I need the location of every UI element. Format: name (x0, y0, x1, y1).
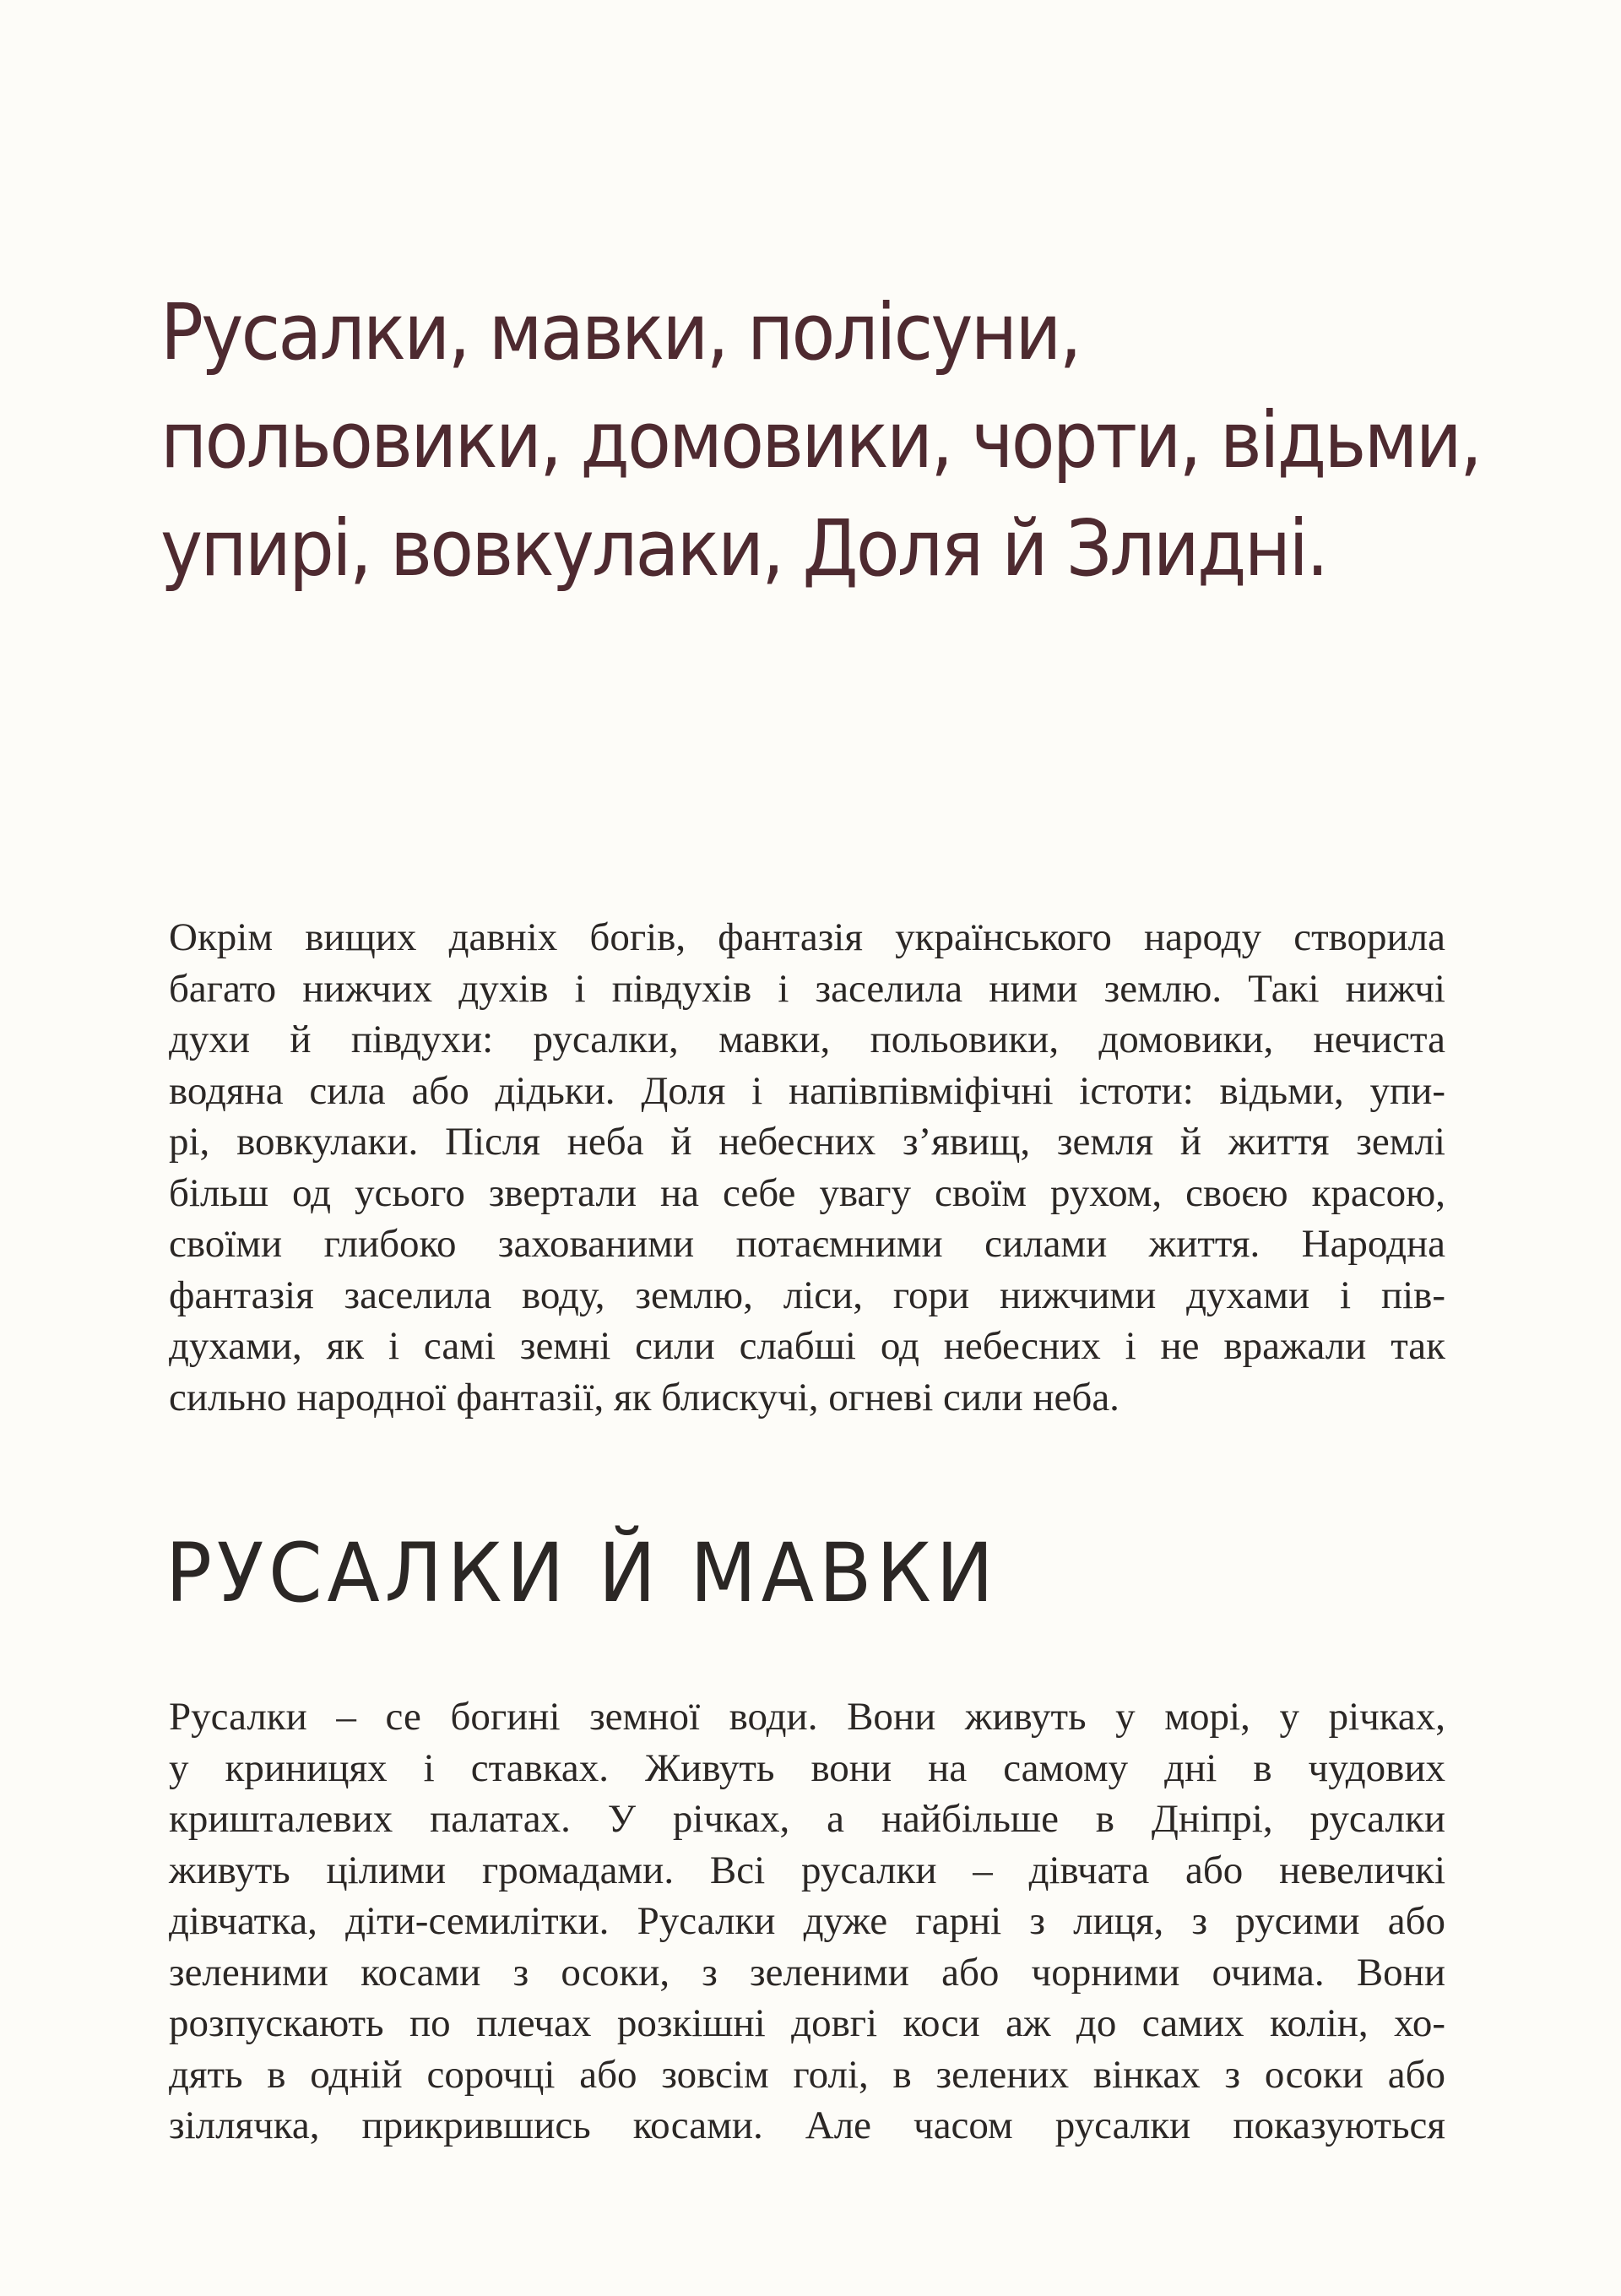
text-line: дять в одній сорочці або зовсім голі, в зелених вінках з осоки або (169, 2052, 1445, 2097)
text-line: Русалки – се богині земної води. Вони живуть у морі, у річках, (169, 1695, 1445, 1739)
section-paragraph (169, 1691, 1445, 2152)
text-line: більш од усього звертали на себе увагу своїм рухом, своєю красою, (169, 1170, 1445, 1215)
section-heading: РУСАЛКИ Й МАВКИ (165, 1526, 999, 1620)
chapter-title-line: упирі, вовкулаки, Доля й Злидні. (160, 503, 1327, 594)
chapter-title-line: польовики, домовики, чорти, відьми, (160, 395, 1481, 486)
text-line: духи й півдухи: русалки, мавки, польовики, домовики, нечиста (169, 1018, 1445, 1061)
text-line: дівчатка, діти-семилітки. Русалки дуже гарні з лиця, з русими або (169, 1899, 1445, 1943)
text-line: сильно народної фантазії, як блискучі, огневі сили неба. (169, 1375, 1120, 1419)
text-line: водяна сила або дідьки. Доля і напівпівміфічні істоти: відьми, упи- (169, 1068, 1445, 1113)
text-line: у криницях і ставках. Живуть вони на самому дні в чудових (169, 1745, 1445, 1790)
chapter-title (160, 279, 1481, 603)
text-line: кришталевих палатах. У річках, а найбільше в Дніпрі, русалки (169, 1797, 1445, 1841)
intro-paragraph (169, 912, 1445, 1423)
text-line: рі, вовкулаки. Після неба й небесних з’явищ, земля й життя землі (169, 1120, 1445, 1164)
text-line: багато нижчих духів і півдухів і заселила ними землю. Такі нижчі (169, 966, 1445, 1011)
text-line: своїми глибоко захованими потаємними силами життя. Народна (169, 1222, 1445, 1266)
text-line: живуть цілими громадами. Всі русалки – дівчата або невеличкі (169, 1848, 1445, 1892)
text-line: фантазія заселила воду, землю, ліси, гори нижчими духами і пів- (169, 1273, 1445, 1317)
text-line: духами, як і самі земні сили слабші од небесних і не вражали так (169, 1324, 1445, 1368)
text-line: зеленими косами з осоки, з зеленими або чорними очима. Вони (169, 1950, 1445, 1995)
text-line: розпускають по плечах розкішні довгі коси аж до самих колін, хо- (169, 2001, 1445, 2045)
chapter-title-line: Русалки, мавки, полісуни, (160, 287, 1080, 377)
text-line: Окрім вищих давніх богів, фантазія українського народу створила (169, 915, 1445, 959)
text-line: зіллячка, прикрившись косами. Але часом русалки показуються (169, 2103, 1445, 2147)
